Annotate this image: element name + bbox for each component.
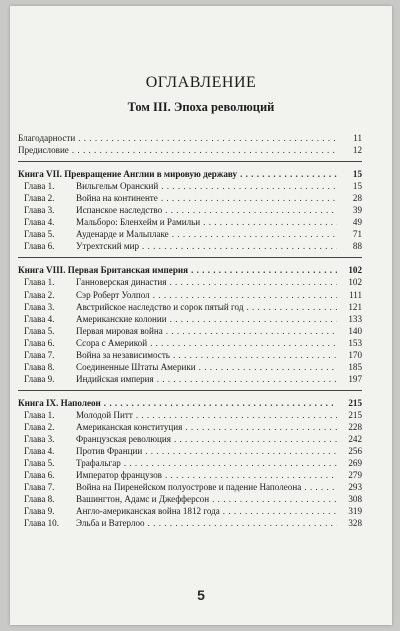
chapter-page: 28 [352,193,362,204]
dot-leader [174,433,337,445]
book-heading [18,397,362,409]
book-heading-label: Книга IX. Наполеон [18,397,101,408]
chapter-title: Испанское наследство [76,205,163,216]
toc-entry [18,132,362,144]
chapter-page: 15 [352,181,362,192]
dot-leader [148,517,337,529]
chapter-entry [18,361,362,373]
chapter-page: 140 [348,325,362,336]
chapter-number: Глава 4. [24,217,55,228]
chapter-title: Австрийское наследство и сорок пятый год [76,301,244,312]
chapter-title: Ссора с Америкой [76,337,148,348]
chapter-page: 170 [348,349,362,360]
toc-entry-page: 12 [352,145,362,156]
chapter-entry [18,192,362,204]
dot-leader [161,192,337,204]
chapter-title: Война за независимость [76,349,170,360]
chapter-page: 242 [348,434,362,445]
chapter-page: 49 [352,217,362,228]
dot-leader [212,493,337,505]
chapter-page: 39 [352,205,362,216]
chapter-title: Ауденарде и Мальплаке [76,229,169,240]
dot-leader [145,445,337,457]
chapter-entry [18,216,362,228]
chapter-number: Глава 10. [24,518,59,529]
chapter-title: Вашингтон, Адамс и Джефферсон [76,494,210,505]
chapter-entry [18,313,362,325]
chapter-title: Война на континенте [76,193,158,204]
chapter-entry [18,289,362,301]
chapter-number: Глава 4. [24,446,55,457]
chapter-entry [18,301,362,313]
chapter-entry [18,337,362,349]
chapter-page: 279 [348,470,362,481]
chapter-number: Глава 4. [24,313,55,324]
dot-leader [166,325,337,337]
chapter-number: Глава 1. [24,181,55,192]
page-number: 5 [197,587,205,603]
chapter-number: Глава 1. [24,409,55,420]
dot-leader [170,313,337,325]
chapter-title: Утрехтский мир [76,241,140,252]
chapter-title: Соединенные Штаты Америки [76,361,196,372]
book-heading-page: 102 [348,265,362,276]
dot-leader [72,144,337,156]
dot-leader [199,361,337,373]
dot-leader [173,349,337,361]
dot-leader [172,228,337,240]
page-title: ОГЛАВЛЕНИЕ [145,74,257,91]
section-divider [18,390,362,391]
chapter-entry [18,469,362,481]
chapter-entry [18,433,362,445]
chapter-page: 269 [348,458,362,469]
chapter-title: Вильгельм Оранский [76,181,159,192]
chapter-number: Глава 6. [24,241,55,252]
chapter-title: Император французов [76,470,162,481]
toc-entry-page: 11 [353,133,362,143]
chapter-title: Молодой Питт [76,409,133,420]
chapter-number: Глава 7. [24,349,55,360]
chapter-page: 215 [348,409,362,420]
chapter-entry [18,409,362,421]
section-divider [18,257,362,258]
chapter-title: Первая мировая война [76,325,163,336]
chapter-number: Глава 2. [24,193,55,204]
volume-subtitle: Том III. Эпоха революций [127,100,275,114]
dot-leader [240,168,337,180]
dot-leader [161,180,337,192]
chapter-page: 153 [348,337,362,348]
dot-leader [157,373,337,385]
dot-leader [142,240,337,252]
dot-leader [223,505,337,517]
chapter-number: Глава 3. [24,301,55,312]
dot-leader [104,397,337,409]
chapter-title: Англо-американская война 1812 года [76,506,220,517]
toc-entry-label: Благодарности [18,133,76,143]
chapter-number: Глава 6. [24,337,55,348]
chapter-number: Глава 5. [24,458,55,469]
chapter-page: 197 [348,373,362,384]
dot-leader [136,409,337,421]
chapter-entry [18,373,362,385]
dot-leader [185,421,337,433]
dot-leader [246,301,337,313]
chapter-number: Глава 5. [24,229,55,240]
chapter-title: Эльба и Ватерлоо [76,518,145,529]
chapter-page: 308 [348,494,362,505]
chapter-entry [18,493,362,505]
chapter-page: 185 [348,361,362,372]
chapter-title: Американские колонии [76,313,167,324]
book-heading-label: Книга VIII. Первая Британская империя [18,265,189,276]
chapter-title: Против Франции [76,446,143,457]
chapter-entry [18,421,362,433]
chapter-entry [18,325,362,337]
chapter-number: Глава 2. [24,289,55,300]
chapter-page: 328 [348,518,362,529]
chapter-number: Глава 9. [24,373,55,384]
chapter-entry [18,180,362,192]
chapter-entry [18,517,362,529]
chapter-title: Американская конституция [76,421,183,432]
book-heading-label: Книга VII. Превращение Англии в мировую державу [18,169,238,180]
chapter-page: 71 [352,229,362,240]
chapter-page: 319 [348,506,362,517]
chapter-number: Глава 2. [24,421,55,432]
dot-leader [165,469,337,481]
dot-leader [124,457,337,469]
chapter-title: Война на Пиренейском полуострове и падение Наполеона [76,482,302,493]
chapter-title: Ганноверская династия [76,277,167,288]
chapter-number: Глава 9. [24,506,55,517]
chapter-entry [18,204,362,216]
chapter-title: Трафальгар [76,458,121,469]
dot-leader [165,204,337,216]
chapter-title: Сэр Роберт Уолпол [76,289,150,300]
dot-leader [191,264,337,276]
dot-leader [169,276,337,288]
book-heading [18,168,362,180]
dot-leader [78,132,337,144]
section-divider [18,161,362,162]
dot-leader [304,481,337,493]
dot-leader [150,337,337,349]
chapter-number: Глава 1. [24,277,55,288]
dot-leader [203,216,337,228]
chapter-entry [18,481,362,493]
chapter-page: 102 [348,277,362,288]
chapter-entry [18,445,362,457]
chapter-page: 133 [348,313,362,324]
chapter-number: Глава 6. [24,470,55,481]
chapter-entry [18,276,362,288]
book-heading-page: 215 [348,397,362,408]
chapter-entry [18,457,362,469]
chapter-entry [18,228,362,240]
book-heading [18,264,362,276]
book-page [10,6,392,625]
chapter-page: 121 [348,301,362,312]
toc-entry-label: Предисловие [18,145,69,156]
dot-leader [153,289,337,301]
chapter-entry [18,240,362,252]
toc-entry [18,144,362,156]
chapter-number: Глава 8. [24,361,55,372]
chapter-title: Мальборо: Бленхейм и Рамильи [76,217,201,228]
chapter-page: 88 [352,241,362,252]
table-of-contents [18,132,362,529]
chapter-number: Глава 8. [24,494,55,505]
book-heading-page: 15 [352,169,362,180]
chapter-number: Глава 3. [24,205,55,216]
chapter-number: Глава 5. [24,325,55,336]
chapter-entry [18,505,362,517]
chapter-entry [18,349,362,361]
chapter-number: Глава 3. [24,434,55,445]
chapter-page: 111 [349,289,362,300]
chapter-page: 293 [348,482,362,493]
chapter-page: 228 [348,421,362,432]
chapter-title: Индийская империя [76,373,154,384]
chapter-page: 256 [348,446,362,457]
chapter-number: Глава 7. [24,482,55,493]
chapter-title: Французская революция [76,434,171,445]
